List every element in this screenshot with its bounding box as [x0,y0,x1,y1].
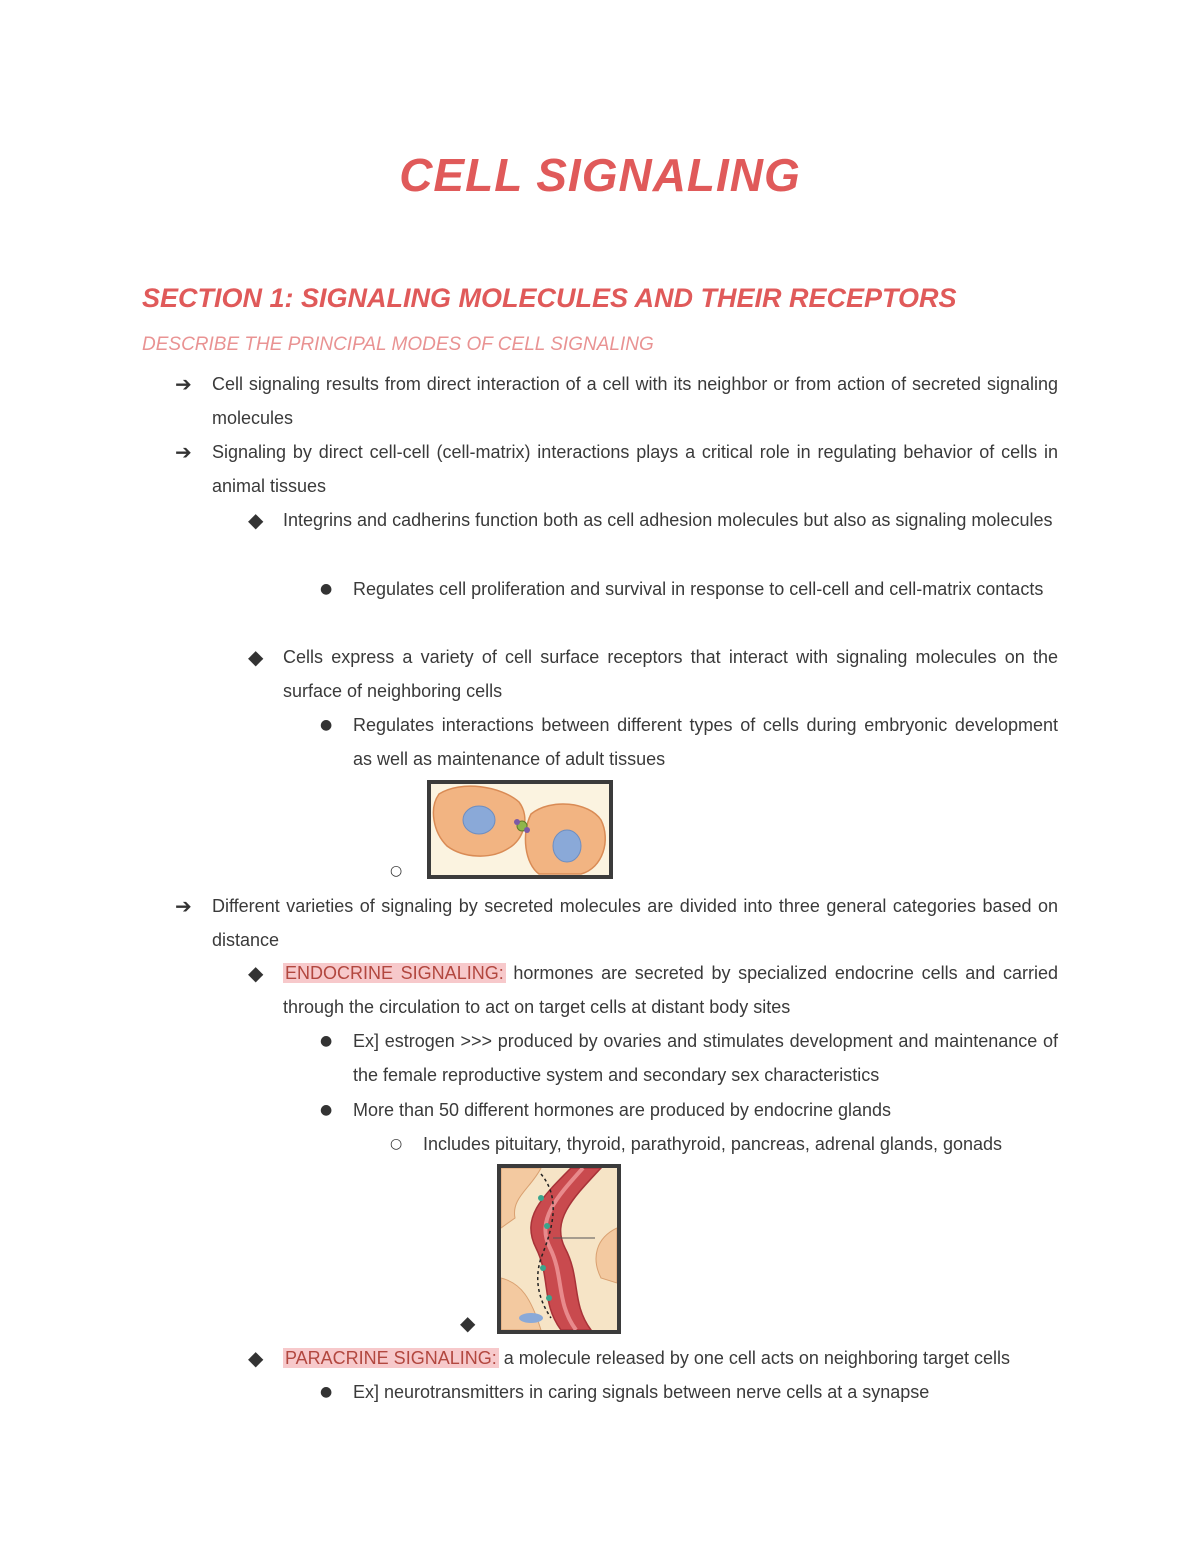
list-item: Ex] estrogen >>> produced by ovaries and stimulates development and maintenance of the female reproductive system and secondary sex characteristics [353,1031,1058,1085]
list-item-paracrine [283,1341,1058,1375]
list-item: Regulates cell proliferation and survival in response to cell-cell and cell-matrix contacts [353,579,1044,599]
diamond-bullet-icon: ◆ [248,1346,264,1370]
dot-bullet-icon: ● [320,717,333,733]
endocrine-figure [497,1164,621,1334]
list-item: More than 50 different hormones are produced by endocrine glands [353,1100,892,1120]
diamond-bullet-icon: ◆ [248,961,264,985]
subheading: DESCRIBE THE PRINCIPAL MODES OF CELL SIGNALING [142,334,654,355]
dot-bullet-icon: ● [320,581,333,597]
dot-bullet-icon: ● [320,1384,333,1400]
list-item: Regulates interactions between different types of cells during embryonic development as well as maintenance of adult tissues [353,715,1058,769]
section-heading: SECTION 1: SIGNALING MOLECULES AND THEIR RECEPTORS [142,283,957,313]
list-item: Signaling by direct cell-cell (cell-matrix) interactions plays a critical role in regulating behavior of cells in animal tissues [212,442,1058,496]
dot-bullet-icon: ● [320,1033,333,1049]
page-title: CELL SIGNALING [399,149,801,201]
diamond-bullet-icon: ◆ [248,645,264,669]
diamond-bullet-icon: ◆ [460,1311,476,1335]
arrow-bullet-icon: ➔ [175,894,192,918]
endocrine-label: ENDOCRINE SIGNALING: [285,963,504,983]
list-item: Ex] neurotransmitters in caring signals between nerve cells at a synapse [353,1382,930,1402]
circle-bullet-icon: ○ [390,1136,403,1152]
paracrine-text: a molecule released by one cell acts on neighboring target cells [498,1348,1011,1368]
arrow-bullet-icon: ➔ [175,372,192,396]
list-item: Cell signaling results from direct interaction of a cell with its neighbor or from action of secreted signaling molecules [212,374,1058,428]
list-item: Integrins and cadherins function both as cell adhesion molecules but also as signaling molecules [283,510,1053,530]
list-item: Cells express a variety of cell surface receptors that interact with signaling molecules on the surface of neighboring cells [283,647,1058,701]
list-item: Different varieties of signaling by secreted molecules are divided into three general categories based on distance [212,896,1058,950]
dot-bullet-icon: ● [320,1102,333,1118]
endocrine-text: hormones are secreted by specialized endocrine cells and carried through the circulation to act on target cells at distant body sites [283,963,1058,1017]
cell-contact-illustration [431,784,609,875]
list-item: Includes pituitary, thyroid, parathyroid, pancreas, adrenal glands, gonads [423,1134,1003,1154]
blood-vessel-illustration [501,1168,617,1330]
circle-bullet-icon: ○ [390,863,403,879]
cell-contact-figure [427,780,613,879]
list-item-endocrine [283,956,1058,1024]
arrow-bullet-icon: ➔ [175,440,192,464]
paracrine-label: PARACRINE SIGNALING: [285,1348,497,1368]
diamond-bullet-icon: ◆ [248,508,264,532]
